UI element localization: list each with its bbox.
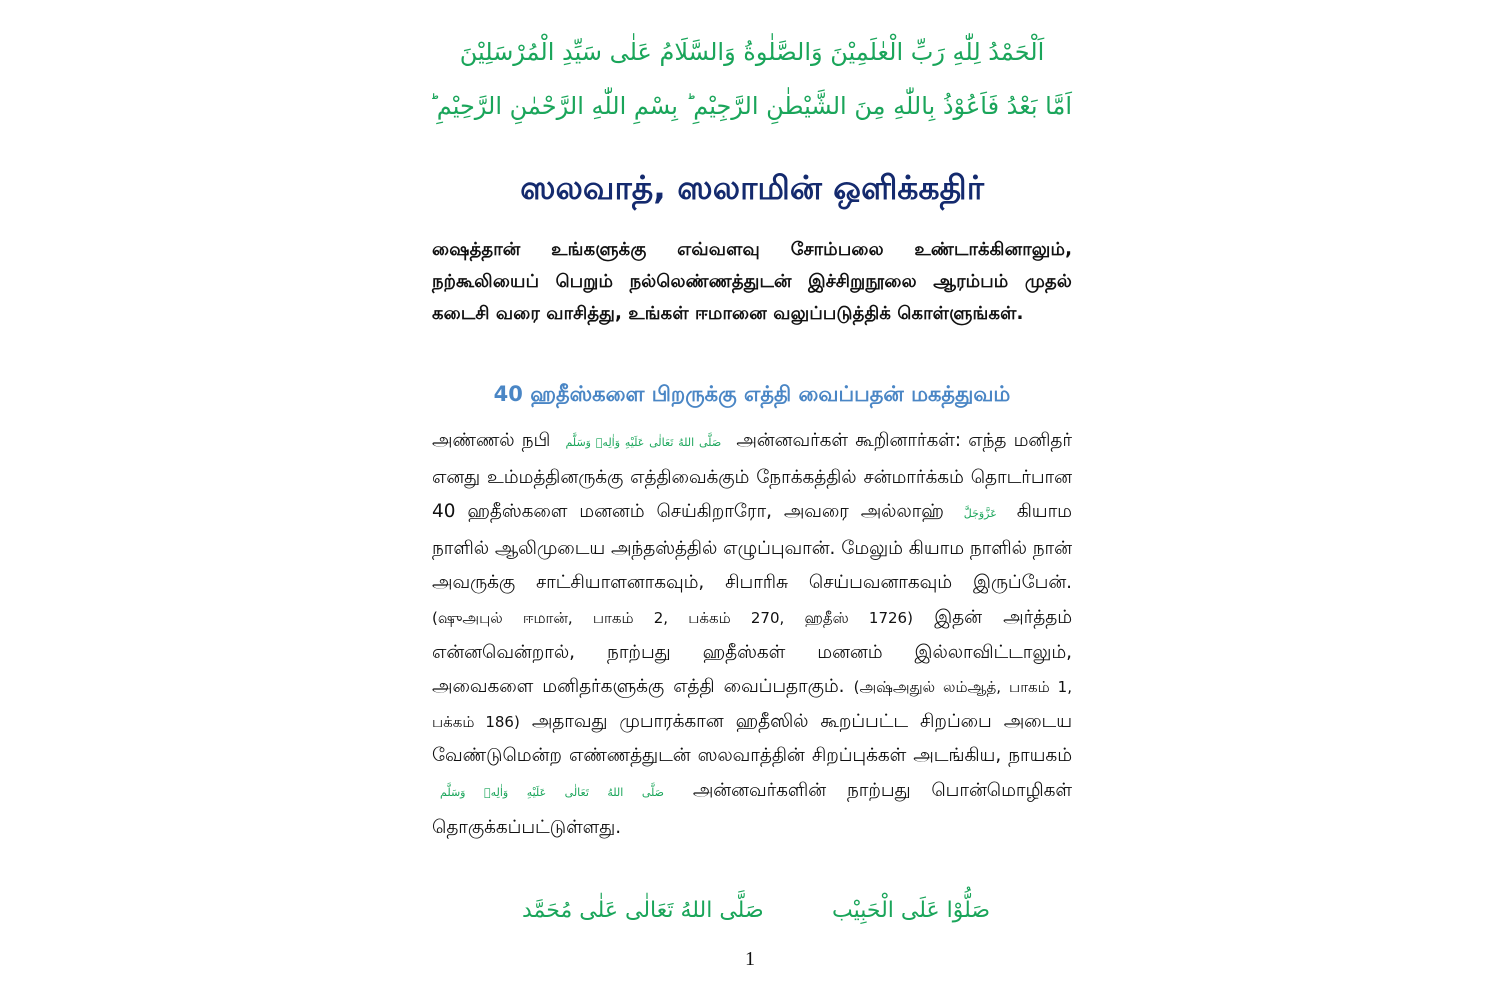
citation: (அஷ்அதுல் லம்ஆத், பாகம் 1, பக்கம் 186) bbox=[432, 678, 1072, 731]
body-text-segment: கியாம நாளில் ஆலிமுடைய அந்தஸ்த்தில் எழுப்புவான். மேலும் கியாம நாளில் நான் அவருக்கு சாட்சியாளனாகவும், சிபாரிசு செய்பவனாகவும் இருப்பேன். bbox=[432, 501, 1072, 594]
page-number: 1 bbox=[745, 948, 755, 970]
body-text-segment: அதாவது முபாரக்கான ஹதீஸில் கூறப்பட்ட சிறப்பை அடைய வேண்டுமென்ற எண்ணத்துடன் ஸலவாத்தின் சிறப்புக்கள் அடங்கிய, நாயகம் bbox=[432, 710, 1072, 767]
arabic-basmala-line: اَمَّا بَعْدُ فَاَعُوْذُ بِاللّٰهِ مِنَ الشَّيْطٰنِ الرَّجِيْمِ ؕ بِسْمِ اللّٰهِ الرَّحْمٰنِ الرَّحِيْمِ ؕ bbox=[429, 92, 1072, 120]
body-text-segment: இதன் அர்த்தம் என்னவென்றால், நாற்பது ஹதீஸ்கள் மனனம் இல்லாவிட்டாலும், அவைகளை மனிதர்களுக்கு எத்தி வைப்பதாகும். bbox=[432, 606, 1072, 698]
durood-salutation: صَلَّى اللهُ تَعَالٰى عَلٰى مُحَمَّد bbox=[522, 898, 764, 923]
arabic-honorific: صَلَّى اللهُ تَعَالٰى عَلَيْهِ وَاٰلِهٖ وَسَلَّم bbox=[440, 785, 664, 799]
page-title: ஸலவாத், ஸலாமின் ஒளிக்கதிர் bbox=[520, 168, 984, 207]
citation: (ஷுஅபுல் ஈமான், பாகம் 2, பக்கம் 270, ஹதீஸ் 1726) bbox=[432, 608, 913, 627]
body-text-segment: அன்னவர்களின் நாற்பது பொன்மொழிகள் தொகுக்கப்பட்டுள்ளது. bbox=[432, 779, 1072, 838]
durood-invitation: صَلُّوْا عَلَى الْحَبِيْب bbox=[832, 898, 991, 923]
intro-paragraph: ஷைத்தான் உங்களுக்கு எவ்வளவு சோம்பலை உண்டாக்கினாலும், நற்கூலியைப் பெறும் நல்லெண்ணத்துடன் இச்சிறுநூலை ஆரம்பம் முதல் கடைசி வரை வாசித்து, உங்கள் ஈமானை வலுப்படுத்திக் கொள்ளுங்கள். bbox=[432, 239, 1072, 324]
durood-footer bbox=[432, 898, 1072, 934]
body-text-segment: அன்னவர்கள் கூறினார்கள்: எந்த மனிதர் எனது உம்மத்தினருக்கு எத்திவைக்கும் நோக்கத்தில் சன்மார்க்கம் தொடர்பான 40 ஹதீஸ்களை மனனம் செய்கிறாரோ, அவரை அல்லாஹ் bbox=[432, 430, 1072, 523]
section-heading: 40 ஹதீஸ்களை பிறருக்கு எத்தி வைப்பதன் மகத்துவம் bbox=[493, 382, 1011, 406]
arabic-honorific: صَلَّى اللهُ تَعَالٰى عَلَيْهِ وَاٰلِهٖ وَسَلَّم bbox=[565, 436, 722, 449]
arabic-praise-line: اَلْحَمْدُ لِلّٰهِ رَبِّ الْعٰلَمِيْنَ وَالصَّلٰوةُ وَالسَّلَامُ عَلٰى سَيِّدِ الْمُرْسَلِيْنَ bbox=[459, 38, 1045, 66]
body-text-segment: அண்ணல் நபி bbox=[432, 430, 551, 451]
body-paragraph bbox=[432, 424, 1072, 845]
arabic-honorific: عَزَّوَجَلَّ bbox=[963, 507, 997, 521]
